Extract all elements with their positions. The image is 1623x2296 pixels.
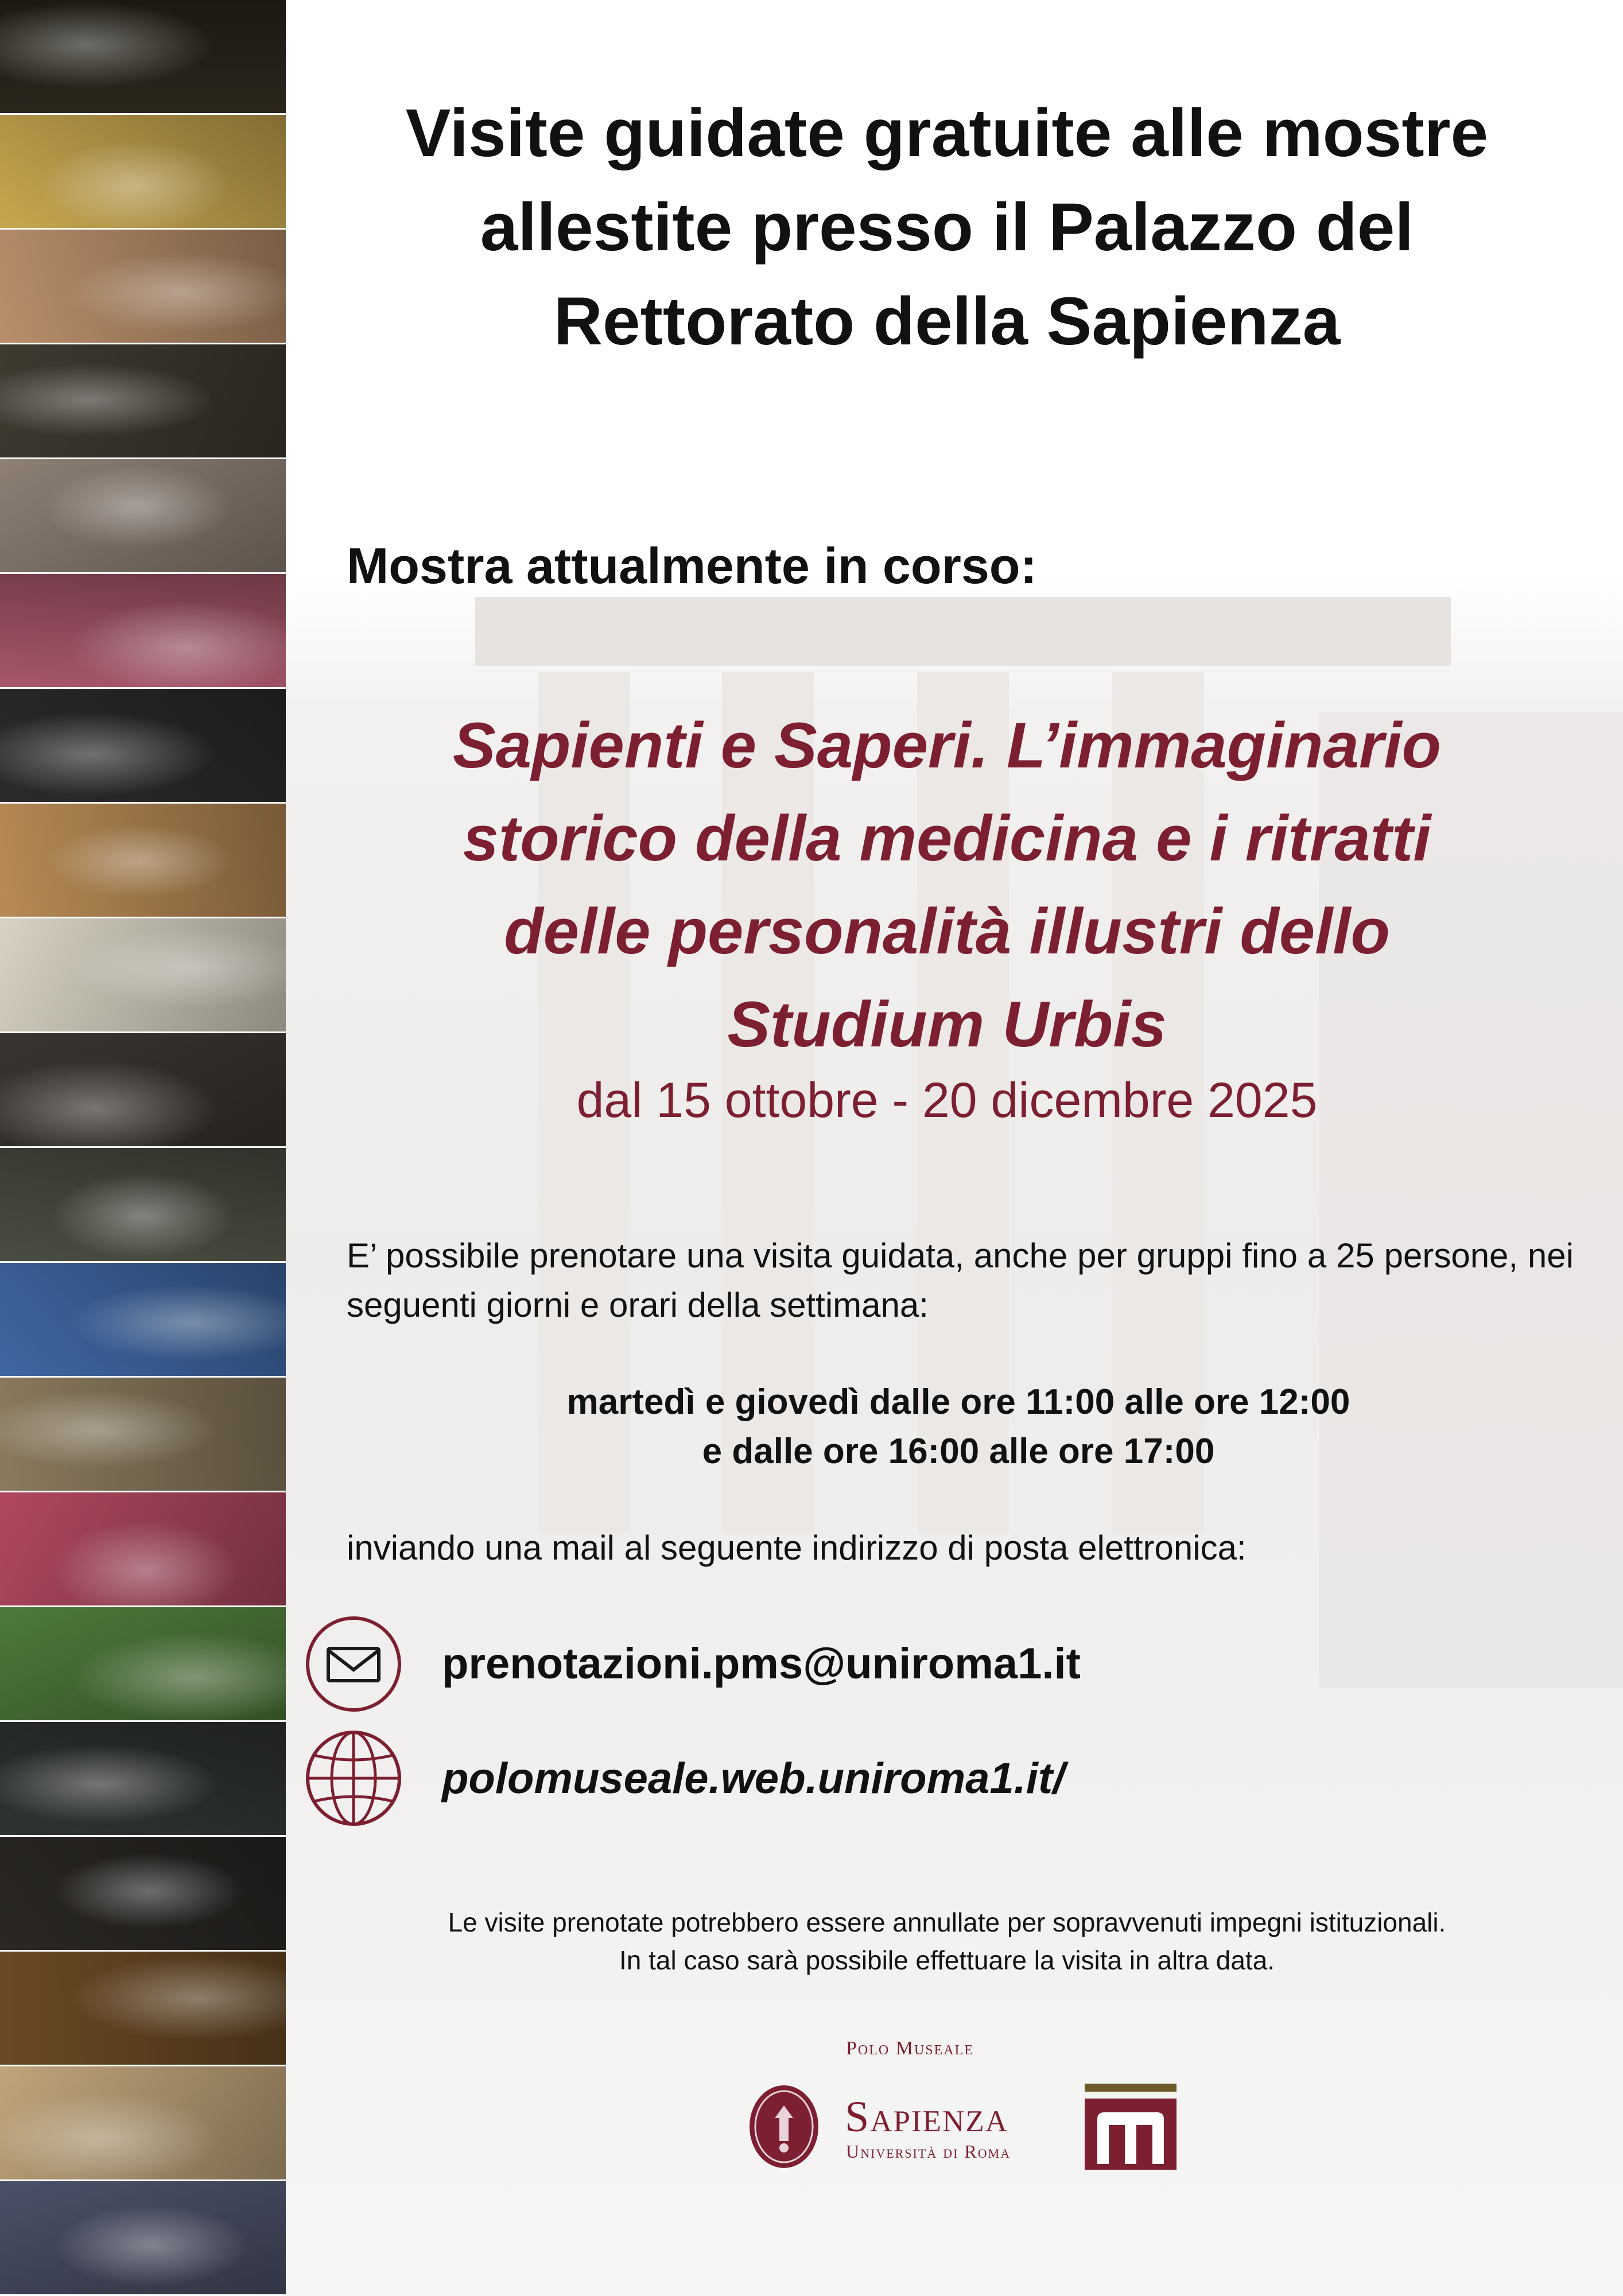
exhibition-title-line: storico della medicina e i ritratti: [463, 802, 1431, 874]
jars-photo: [0, 804, 286, 918]
current-exhibition-label: Mostra attualmente in corso:: [347, 537, 1037, 594]
chemicals-photo: [0, 1492, 286, 1607]
herbarium-photo: [0, 918, 286, 1033]
sculpture-photo: [0, 1837, 286, 1952]
building-frieze: [475, 597, 1451, 666]
statue-photo: [0, 459, 286, 574]
sapienza-name: Sapienza: [845, 2093, 1008, 2141]
rectorate-building-photo: [0, 1263, 286, 1378]
exhibition-dates: dal 15 ottobre - 20 dicembre 2025: [576, 1073, 1318, 1128]
visit-hours: [367, 1378, 1550, 1476]
press-machine-photo: [0, 1033, 286, 1148]
exhibition-title-line: Studium Urbis: [727, 988, 1167, 1060]
title-line: Rettorato della Sapienza: [553, 284, 1341, 359]
bronze-tools-photo: [0, 1722, 286, 1837]
disclaimer: [321, 1903, 1572, 1979]
disclaimer-line: Le visite prenotate potrebbero essere annullate per sopravvenuti impegni istituzionali.: [448, 1907, 1446, 1937]
website-link[interactable]: polomuseale.web.uniroma1.it/: [442, 1754, 1065, 1803]
palm-garden-photo: [0, 1607, 286, 1722]
polo-museale-label: Polo Museale: [846, 2038, 974, 2059]
exhibition-title: [367, 699, 1527, 1071]
capital-stone-photo: [0, 2066, 286, 2181]
visit-hours-line: e dalle ore 16:00 alle ore 17:00: [702, 1432, 1215, 1471]
globe-icon: [305, 1730, 402, 1826]
exhibition-title-line: delle personalità illustri dello: [504, 895, 1390, 967]
sapienza-seal-logo: [747, 2084, 821, 2170]
art-exhibit-photo: [0, 574, 286, 689]
brain-photo: [0, 115, 286, 230]
butterflies-photo: [0, 2181, 286, 2296]
envelope-icon: [305, 1616, 402, 1712]
visit-hours-line: martedì e giovedì dalle ore 11:00 alle ore 12:00: [566, 1382, 1350, 1422]
email-link[interactable]: prenotazioni.pms@uniroma1.it: [442, 1639, 1081, 1688]
exhibition-title-line: Sapienti e Saperi. L’immaginario: [453, 709, 1441, 781]
title-line: Visite guidate gratuite alle mostre: [405, 95, 1489, 171]
globes-photo: [0, 1378, 286, 1492]
sapienza-subtitle: Università di Roma: [846, 2141, 1011, 2162]
mail-instruction: inviando una mail al seguente indirizzo di posta elettronica:: [347, 1529, 1247, 1567]
museum-hall-photo: [0, 1952, 286, 2066]
booking-intro: E’ possibile prenotare una visita guidata, anche per gruppi fino a 25 persone, nei seguenti giorni e orari della settimana:: [347, 1236, 1574, 1324]
minerals-photo: [0, 689, 286, 804]
photo-strip: [0, 0, 286, 2296]
page-title: [321, 86, 1572, 369]
instrument-photo: [0, 1148, 286, 1263]
skulls-photo: [0, 344, 286, 459]
polo-museale-logo: [1085, 2084, 1177, 2170]
title-line: allestite presso il Palazzo del: [480, 189, 1414, 265]
fresco-photo: [0, 230, 286, 344]
disclaimer-line: In tal caso sarà possibile effettuare la visita in altra data.: [619, 1945, 1275, 1975]
skeleton-photo: [0, 0, 286, 115]
